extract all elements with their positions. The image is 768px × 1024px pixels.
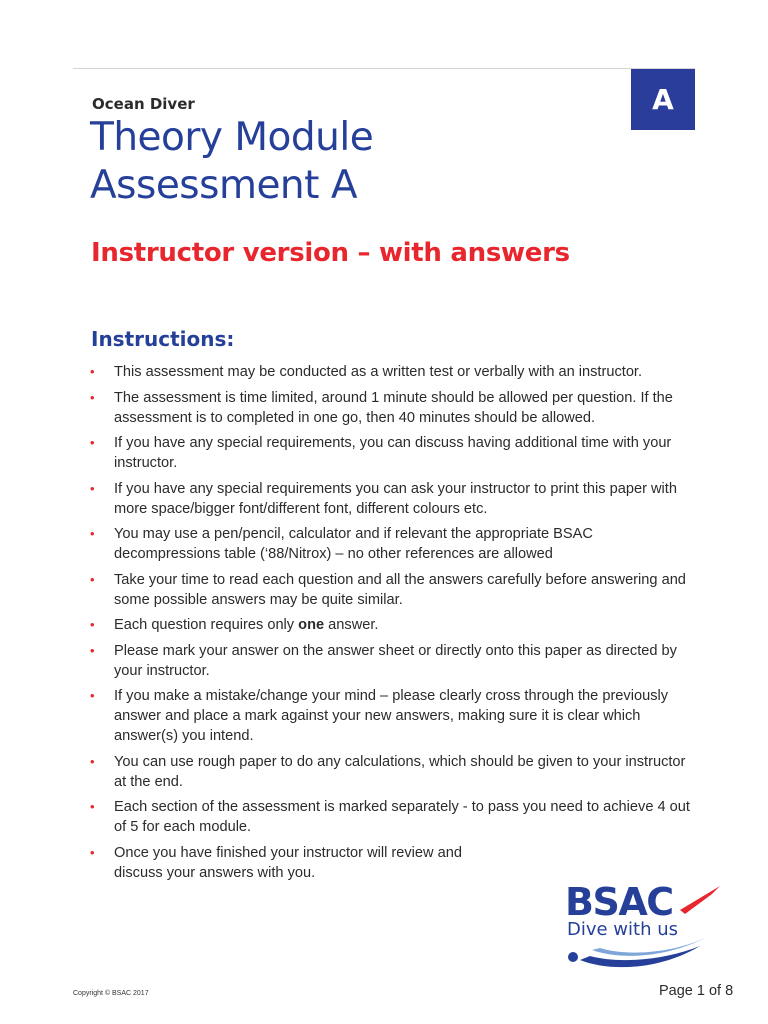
bullet-icon: • [90, 480, 95, 496]
bullet-icon: • [90, 389, 95, 405]
list-item: • The assessment is time limited, around 1 minute should be allowed per question. If the assessment is to completed in one go, then 40 minutes should be allowed. [90, 389, 673, 426]
page-number: Page 1 of 8 [659, 983, 734, 999]
bullet-icon: • [90, 753, 95, 769]
list-item: • If you have any special requirements you can ask your instructor to print this paper with more space/bigger font/different font, different colours etc. [90, 480, 677, 517]
course-name: Ocean Diver [92, 95, 195, 113]
bullet-icon: • [90, 844, 95, 860]
list-item: • You may use a pen/pencil, calculator and if relevant the appropriate BSAC decompressions table (‘88/Nitrox) – no other references are allowed [90, 526, 593, 562]
logo-brand-text: BSAC [565, 880, 673, 924]
bullet-icon: • [90, 642, 95, 658]
list-item: • Once you have finished your instructor will review and discuss your answers with you. [90, 844, 462, 881]
copyright-notice: Copyright © BSAC 2017 [73, 990, 149, 997]
title-line-1: Theory Module [90, 115, 374, 160]
bsac-logo-graphic [560, 880, 730, 980]
logo-tagline-text: Dive with us [567, 919, 679, 940]
top-divider [73, 68, 695, 69]
bullet-icon: • [90, 617, 95, 632]
instructions-list [90, 362, 700, 888]
list-item: • If you make a mistake/change your mind – please clearly cross through the previously answer and place a mark against your new answers, making sure it is clear which answer(s) you intend. [90, 688, 669, 744]
page-title [90, 114, 373, 210]
bullet-icon: • [90, 435, 95, 450]
list-item: • You can use rough paper to do any calculations, which should be given to your instructor at the end. [90, 753, 686, 790]
instructions-heading: Instructions: [91, 327, 235, 351]
bullet-icon: • [90, 364, 95, 379]
list-item: • Each section of the assessment is marked separately - to pass you need to achieve 4 out of 5 for each module. [90, 799, 690, 835]
logo-swoosh-light [592, 938, 705, 956]
module-badge: A [631, 69, 695, 130]
bullet-icon: • [90, 799, 95, 814]
logo-swoosh-red [680, 886, 720, 914]
bullet-icon: • [90, 526, 95, 541]
bullet-icon: • [90, 571, 95, 587]
bsac-logo [560, 880, 730, 980]
list-item: • If you have any special requirements, you can discuss having additional time with your instructor. [90, 435, 672, 471]
list-item: • Each question requires only one answer. [90, 617, 379, 633]
version-subtitle: Instructor version – with answers [91, 238, 570, 268]
title-line-2: Assessment A [90, 163, 358, 208]
list-item: • Take your time to read each question and all the answers carefully before answering and some possible answers may be quite similar. [90, 571, 686, 608]
list-item: • This assessment may be conducted as a written test or verbally with an instructor. [90, 364, 643, 380]
bullet-icon: • [90, 688, 95, 703]
list-item: • Please mark your answer on the answer sheet or directly onto this paper as directed by your instructor. [90, 642, 677, 679]
logo-dot [568, 952, 578, 962]
